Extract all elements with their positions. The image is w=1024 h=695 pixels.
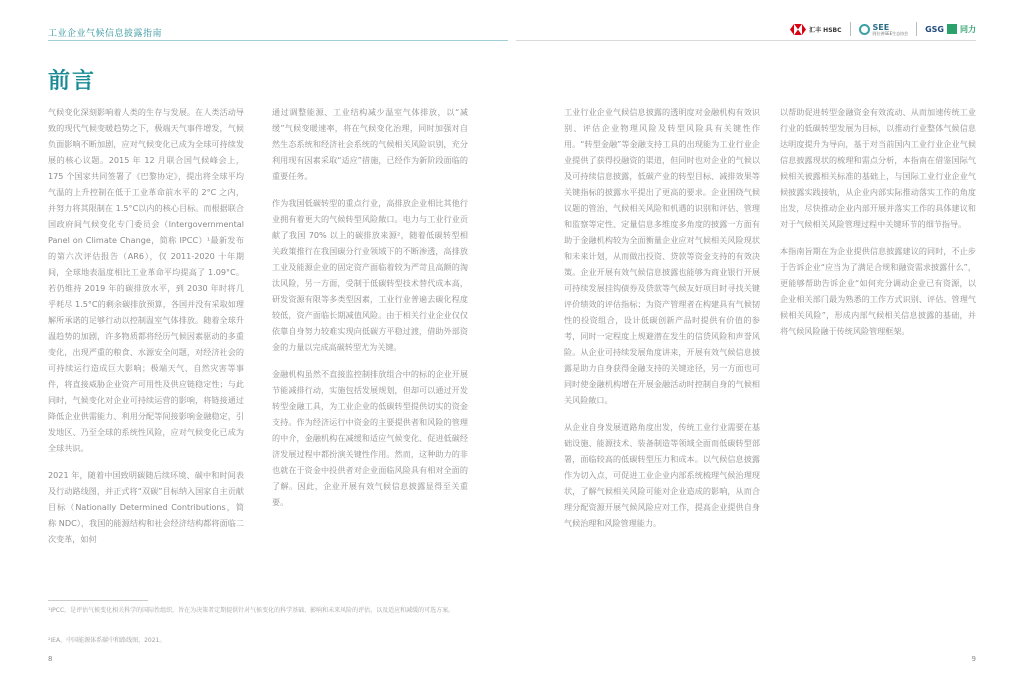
logo-divider [850,22,851,36]
footnote-divider [48,600,148,601]
text-column-3 [564,104,760,542]
text-column-4 [780,104,976,350]
page-title: 前言 [48,69,97,94]
logo-divider [916,22,917,36]
text-column-1 [48,104,244,558]
see-circle-icon [859,24,870,35]
gsg-logo-text: GSG [925,24,944,34]
paragraph: 2021 年，随着中国致明碳随后续环境、碳中和时间表及行动路线图，并正式将“双碳”目标纳入国家自主贡献目标（Nationally Determined Contributions，简称 NDC），我国的能源结构和社会经济结构都将面临二次变革，如何 [48,470,244,544]
footnote-1: ¹IPCC，是评估气候变化相关科学的国际性组织，旨在为决策者定期提供针对气候变化的科学基础、影响和未来风险的评估，以及适应和减缓的可选方案。 [48,607,455,614]
partner-logos [790,21,976,37]
report-title-tag: 工业企业气候信息披露指南 [48,29,163,39]
hsbc-logo-text: 汇丰 HSBC [809,26,842,34]
hsbc-logo [790,24,841,35]
paragraph: 气候变化深刻影响着人类的生存与发展。在人类活动导致的现代气候变暖趋势之下，极端天气事件增发，气候负面影响不断加剧，应对气候变化已成为全球可持续发展的核心议题。2015 年 12 月联合国气候峰会上，175 个国家共同签署了《巴黎协定》，提出将全球平均气温的上升控制在低于工业革命前水平的 2°C 之内，并努力将其限制在 1.5°C以内的核心目标。而根据联合国政府间气候变化专门委员会（Intergovernmental Panel on Climate Change，简称 IPCC）¹最新发布的第六次评估报告（AR6），仅 2011-2020 十年期间，全球地表温度相比工业革命平均提高了 1.09°C。若仍维持 2019 年的碳排放水平，到 2030 年时将几乎耗尽 1.5°C的剩余碳排放预算，各国并没有采取如理解所承诺的足够行动以控制温室气体排放。随着全球升温趋势的加剧，许多物质都将经历气候因素驱动的多重变化，出现严重的粮食、水源安全问题，对经济社会的可持续运行造成巨大影响；极端天气、自然灾害等事件，将直接威胁企业资产可用性及供应链稳定性；与此同时，气候变化对企业可持续运营的影响，将链接通过降低企业供需能力、利用分配等间接影响金融稳定，引发地区、乃至全球的系统性风险，应对气候变化已成为全球共识。 [48,107,244,453]
see-logo-subtext: 阿拉善SEE生态协会 [872,30,909,36]
paragraph: 从企业自身发展道路角度出发，传统工业行业需要在基础设施、能源技术、装备制造等领域全面而低碳转型部署，面临较高的低碳转型压力和成本。以气候信息披露作为切入点，可促进工业企业内部系统梳理气候治理现状，了解气候相关风险可能对企业造成的影响，从而合理分配资源开展气候风险应对工作，提高企业提供自身气候治理和风险管理能力。 [564,422,760,528]
paragraph: 以帮助促进转型金融资金有效流动、从而加速传统工业行业的低碳转型发展为目标，以推动行业整体气候信息达明度提升为导向，基于对当前国内工业行业企业气候信息披露现状的梳理和需点分析，本指南在借鉴国际气候相关被露相关标准的基础上，与国际工业行业企业气候披露实践接轨，从企业内部实际推动落实工作的角度出发，尽快推动企业内部开展并落实工作的具体建议和对于气候相关风险管理过程中关键环节的细节指导。 [780,107,976,229]
header-rule-left [48,40,508,41]
tongli-logo-text: 同力 [960,24,976,34]
see-logo [859,23,909,36]
text-column-2 [272,104,468,521]
page-number-right: 9 [971,655,976,663]
paragraph: 通过调整能源、工业结构减少温室气体排放，以“减缓”气候变暖速率，将在气候变化治理，同时加强对自然生态系统和经济社会系统的气候相关风险识别，充分利用现有因素采取“适应”措施，已经作为新阶段面临的重要任务。 [272,107,468,181]
paragraph: 工业行业企业气候信息披露的透明度对金融机构有效识别、评估企业物理风险及转型风险具有关键性作用。“转型金融”等金融支持工具的出现能为工业行业企业提供了获得投融资的渠道，但同时也对企业的气候以及可持续信息披露，低碳产业的转型目标、减排效果等关键指标的披露水平提出了更高的要求。企业围绕气候议题的管治、气候相关风险和机遇的识别和评估、管理和监察等定性、定量信息多维度多角度的披露一方面有助于金融机构较为全面衡量企业应对气候相关风险现状和未来计划，从而做出投资、贷款等资金支持的有效决策。企业开展有效气候信息披露也能够为商业银行开展可持续发展挂钩债券及贷款等气候友好项目时寻找关键评价绩效的评估指标；为资产管理者在构建具有气候韧性的投资组合，设计低碳创新产品时提供有价值的参考，同时一定程度上规避潜在发生的信贷风险和声誉风险。从企业可持续发展角度讲来，开展有效气候信息披露是助力自身获得金融支持的关键途径，另一方面也可同时使金融机构增在开展金融活动时控制自身的气候相关风险敞口。 [564,107,760,405]
header-rule-right [516,40,976,41]
paragraph: 本指南旨期在为企业提供信息披露建议的同时，不止步于告诉企业“应当为了满足合规和融资需求披露什么”，更能够帮助告诉企业“如何充分调动企业已有资源，以企业相关部门最为熟悉的工作方式识别、评估、管理气候相关风险”，形成内部气候相关信息披露的基础，并将气候风险融于传统风险管理框架。 [780,246,976,336]
paragraph: 作为我国低碳转型的重点行业，高排放企业相比其他行业拥有着更大的气候转型风险敞口。电力与工业行业贡献了我国 70% 以上的碳排放来源²，随着低碳转型相关政策推行在我国碳分行业领域下的不断渗透，高排放工业及能源企业的固定资产面临着较为严苛且高额的淘汰风险，另一方面，受制于低碳转型技术替代成本高，研发资源有限等多类型因素，工业行业普遍去碳化程度较低，资产面临长期减值风险。由于相关行业企业仅仅依靠自身努力较难实现向低碳方平稳过渡，借助外部资金的力量以完成高碳转型尤为关键。 [272,198,468,352]
paragraph: 金融机构虽然不直接监控制排放组合中的标的企业开展节能减排行动，实施包括发展规划，但却可以通过开发转型金融工具，为工业企业的低碳转型提供切实的资金支持。作为经济运行中资金的主要提供者和风险的管理的中介，金融机构在减缓和适应气候变化、促进低碳经济发展过程中都扮演关键性作用。然而，这种助力的非也就在于资金中投供者对企业面临风险具有相对全面的了解。因此，企业开展有效气候信息披露显得至关重要。 [272,369,468,507]
gsg-logo [925,24,976,35]
page-number-left: 8 [48,655,53,663]
gsg-square-icon [947,24,957,34]
footnote-2: ²IEA，中国能源体系碳中和路线图，2021。 [48,637,166,644]
hsbc-hexagon-icon [790,24,806,35]
see-logo-text: SEE [872,22,890,32]
